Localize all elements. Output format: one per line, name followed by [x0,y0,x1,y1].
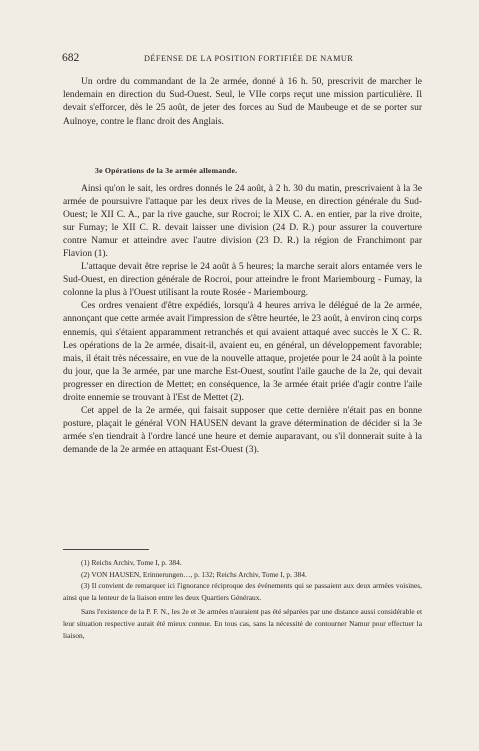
footnotes [63,557,422,641]
running-header [62,52,419,66]
intro-paragraph: Un ordre du commandant de la 2e armée, donné à 16 h. 50, prescrivit de marcher le lendemain en direction du Sud-Ouest. Seul, le VIIe corps reçut une mission particulière. Il devait s'efforcer, dès le 25 août, de jeter des forces au Sud de Maubeuge et de se porter sur Aulnoye, contre le flanc droit des Anglais. [63,77,422,127]
footnote-2: (2) VON HAUSEN, Erinnerungen…, p. 132; Reichs Archiv, Tome I, p. 384. [81,569,307,579]
footnote-continuation: Sans l'existence de la P. F. N., les 2e et 3e armées n'auraient pas été séparées par une distance aussi considérable et leur situation respective aurait été mieux connue. En tous cas, sans la nécessité de contourner Namur pour effectuer la liaison, [63,607,422,640]
running-title: DÉFENSE DE LA POSITION FORTIFIÉE DE NAMUR [144,54,354,63]
main-text [63,183,422,457]
paragraph-2: L'attaque devait être reprise le 24 août à 5 heures; la marche serait alors entamée vers le Sud-Ouest, en direction générale de Rocroi, pour atteindre le front Mariembourg - Fumay, la colonne la plus à l'Ouest utilisant la route Rosée - Mariembourg. [63,262,422,299]
paragraph-1: Ainsi qu'on le sait, les ordres donnés le 24 août, à 2 h. 30 du matin, prescrivaient à la 3e armée de poursuivre l'attaque par les deux rives de la Meuse, en direction générale du Sud-Ouest; le XII C. A., par la rive gauche, sur Rocroi; le XIX C. A. en entier, par la rive droite, sur Fumay; le XII C. R. devait laisser une division (24 D. R.) pour assurer la couverture contre Namur et atteindre avec l'autre division (23 D. R.) la région de Franchimont par Flavion (1). [63,184,422,260]
intro-block [63,76,422,129]
page-number: 682 [62,52,80,64]
footnote-1: (1) Reichs Archiv, Tome I, p. 384. [81,558,182,567]
section-heading: 3e Opérations de la 3e armée allemande. [95,166,238,175]
paragraph-3: Ces ordres venaient d'être expédiés, lorsqu'à 4 heures arriva le délégué de la 2e armée, annonçant que cette armée avait l'impression de s'être heurtée, le 23 août, à environ cinq corps ennemis, qui s'étaient apparamment retranchés et qui avaient attaqué avec succès le X C. R. Les opérations de la 2e armée, disait-il, avaient eu, en général, un développement favorable; mais, il était très nécessaire, en vue de la nouvelle attaque, projetée pour le 24 août à la pointe du jour, que la 3e armée, par une marche Est-Ouest, soutînt l'aile gauche de la 2e, qui devait progresser en direction de Mettet; en conséquence, la 3e armée était priée d'agir contre l'aile droite ennemie se trouvant à l'Est de Mettet (2). [63,301,422,403]
footnote-rule [63,549,149,550]
footnote-3: (3) Il convient de remarquer ici l'ignorance réciproque des événements qui se passaient aux deux armées voisines, ainsi que la lenteur de la liaison entre les deux Quartiers Généraux. [63,581,422,602]
paragraph-4: Cet appel de la 2e armée, qui faisait supposer que cette dernière n'était pas en bonne posture, plaçait le général VON HAUSEN devant la grave détermination de décider si la 3e armée s'en tiendrait à l'ordre lancé une heure et demie auparavant, ou s'il donnerait suite à la demande de la 2e armée en attaquant Est-Ouest (3). [63,405,422,455]
